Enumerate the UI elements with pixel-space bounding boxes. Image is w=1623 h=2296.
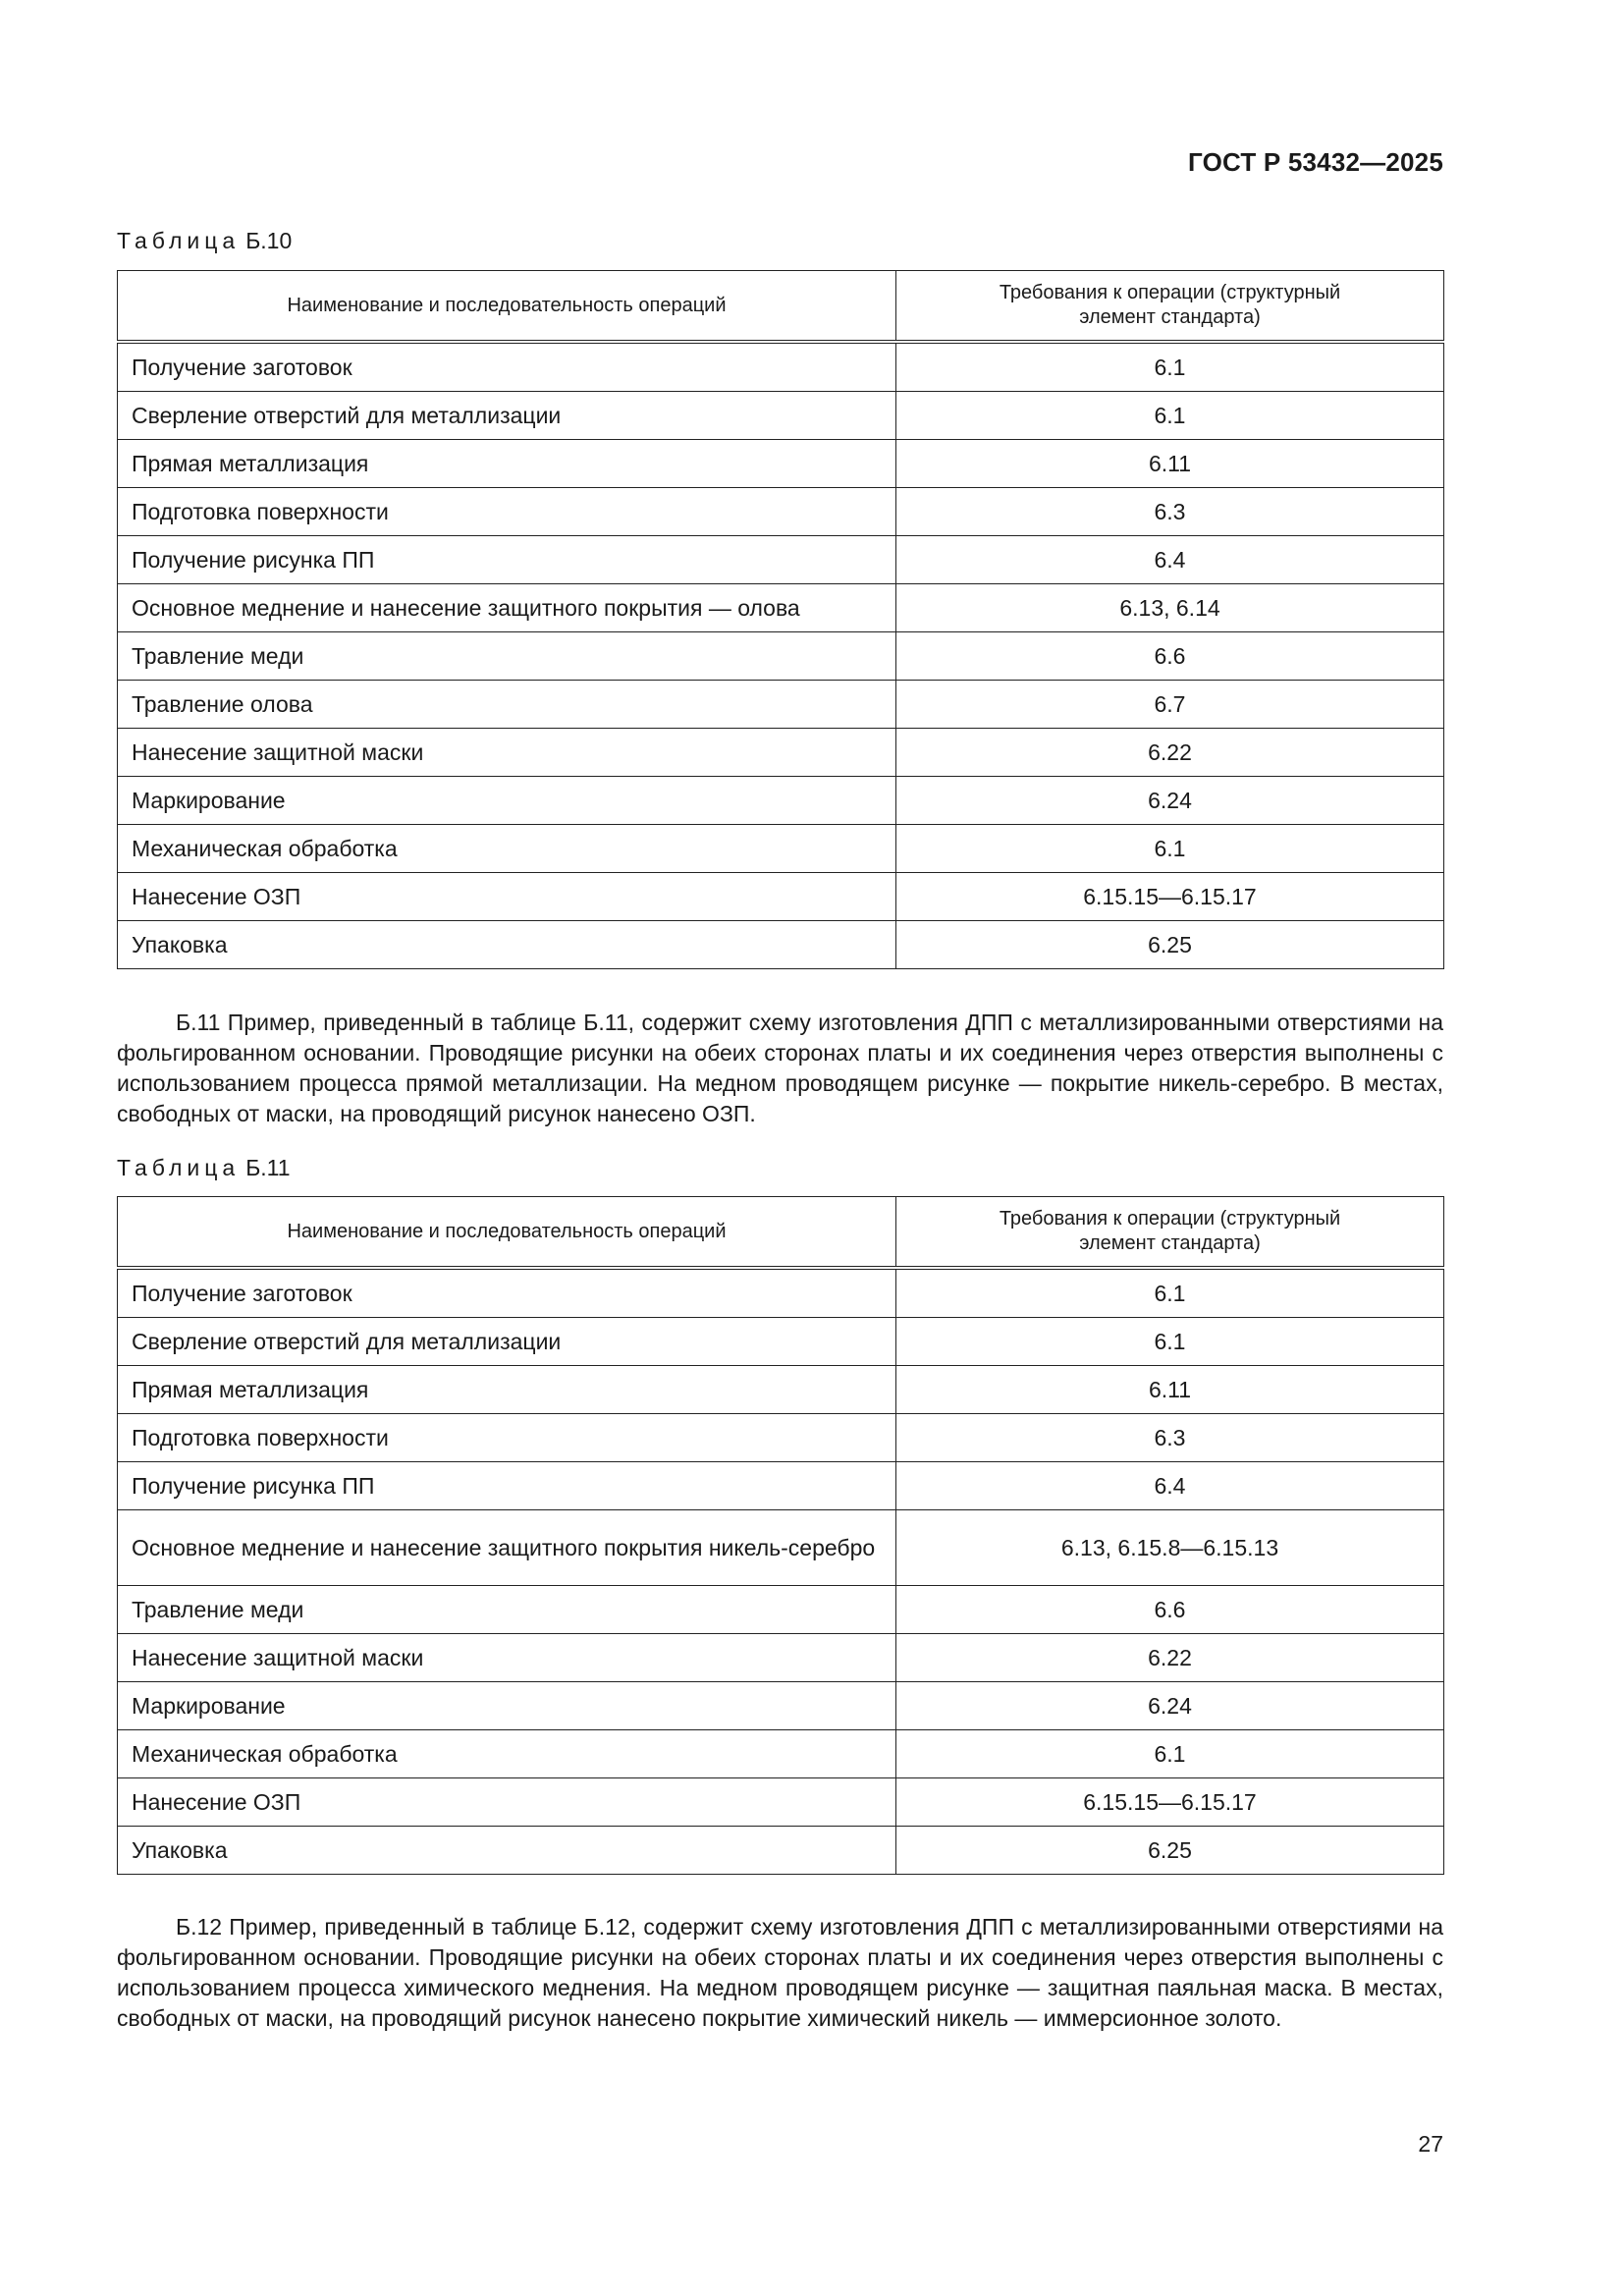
header-operation-name: Наименование и последовательность операций bbox=[118, 1197, 896, 1269]
operation-cell: Получение рисунка ПП bbox=[118, 536, 896, 584]
table-row bbox=[118, 1366, 1444, 1414]
requirement-cell: 6.1 bbox=[896, 825, 1444, 873]
operation-cell: Прямая металлизация bbox=[118, 440, 896, 488]
table-row bbox=[118, 584, 1444, 632]
requirement-cell: 6.1 bbox=[896, 1268, 1444, 1318]
page-number: 27 bbox=[1418, 2131, 1443, 2157]
operation-cell: Травление олова bbox=[118, 681, 896, 729]
table-row bbox=[118, 825, 1444, 873]
requirement-cell: 6.3 bbox=[896, 1414, 1444, 1462]
requirement-cell: 6.4 bbox=[896, 536, 1444, 584]
requirement-cell: 6.11 bbox=[896, 1366, 1444, 1414]
operation-cell: Основное меднение и нанесение защитного покрытия — олова bbox=[118, 584, 896, 632]
table-row bbox=[118, 440, 1444, 488]
operation-cell: Нанесение ОЗП bbox=[118, 1778, 896, 1827]
operation-cell: Сверление отверстий для металлизации bbox=[118, 392, 896, 440]
table-header-row bbox=[118, 271, 1444, 343]
table-row bbox=[118, 1778, 1444, 1827]
requirement-cell: 6.13, 6.14 bbox=[896, 584, 1444, 632]
table-row bbox=[118, 1510, 1444, 1586]
requirement-cell: 6.6 bbox=[896, 1586, 1444, 1634]
requirement-cell: 6.4 bbox=[896, 1462, 1444, 1510]
requirement-cell: 6.24 bbox=[896, 777, 1444, 825]
table-caption-b11 bbox=[117, 1155, 291, 1181]
table-row bbox=[118, 1634, 1444, 1682]
operation-cell: Упаковка bbox=[118, 921, 896, 969]
document-id: ГОСТ Р 53432—2025 bbox=[1188, 147, 1443, 177]
operation-cell: Травление меди bbox=[118, 1586, 896, 1634]
operation-cell: Нанесение защитной маски bbox=[118, 729, 896, 777]
table-row bbox=[118, 488, 1444, 536]
operation-cell: Маркирование bbox=[118, 1682, 896, 1730]
header-operation-name: Наименование и последовательность операций bbox=[118, 271, 896, 343]
table-row bbox=[118, 1682, 1444, 1730]
requirement-cell: 6.1 bbox=[896, 392, 1444, 440]
header-requirements: Требования к операции (структурный элемент стандарта) bbox=[896, 1197, 1444, 1269]
table-row bbox=[118, 681, 1444, 729]
operation-cell: Механическая обработка bbox=[118, 825, 896, 873]
operation-cell: Маркирование bbox=[118, 777, 896, 825]
operation-cell: Сверление отверстий для металлизации bbox=[118, 1318, 896, 1366]
table-row bbox=[118, 536, 1444, 584]
operation-cell: Подготовка поверхности bbox=[118, 488, 896, 536]
requirement-cell: 6.24 bbox=[896, 1682, 1444, 1730]
requirement-cell: 6.1 bbox=[896, 1318, 1444, 1366]
operation-cell: Нанесение ОЗП bbox=[118, 873, 896, 921]
requirement-cell: 6.15.15—6.15.17 bbox=[896, 873, 1444, 921]
table-row bbox=[118, 729, 1444, 777]
table-caption-b10 bbox=[117, 228, 292, 254]
table-row bbox=[118, 873, 1444, 921]
requirement-cell: 6.15.15—6.15.17 bbox=[896, 1778, 1444, 1827]
requirement-cell: 6.1 bbox=[896, 1730, 1444, 1778]
table-caption-number: Б.10 bbox=[245, 228, 293, 253]
operation-cell: Упаковка bbox=[118, 1827, 896, 1875]
table-row bbox=[118, 921, 1444, 969]
header-requirements: Требования к операции (структурный элемент стандарта) bbox=[896, 271, 1444, 343]
table-row bbox=[118, 1268, 1444, 1318]
requirement-cell: 6.25 bbox=[896, 1827, 1444, 1875]
table-caption-word: Таблица bbox=[117, 1155, 241, 1180]
requirement-cell: 6.22 bbox=[896, 1634, 1444, 1682]
requirement-cell: 6.1 bbox=[896, 342, 1444, 392]
requirement-cell: 6.6 bbox=[896, 632, 1444, 681]
table-row bbox=[118, 1462, 1444, 1510]
table-row bbox=[118, 1827, 1444, 1875]
requirement-cell: 6.22 bbox=[896, 729, 1444, 777]
table-row bbox=[118, 392, 1444, 440]
table-header-row bbox=[118, 1197, 1444, 1269]
paragraph-b12: Б.12 Пример, приведенный в таблице Б.12, содержит схему изготовления ДПП с металлизированными отверстиями на фольгированном основании. Проводящие рисунки на обеих сторонах платы и их соединения через отверстия выполнены с использованием процесса химического меднения. На медном проводящем рисунке — защитная паяльная маска. В местах, свободных от маски, на проводящий рисунок нанесено покрытие химический никель — иммерсионное золото. bbox=[117, 1914, 1443, 2031]
table-row bbox=[118, 1414, 1444, 1462]
table-row bbox=[118, 777, 1444, 825]
operation-cell: Прямая металлизация bbox=[118, 1366, 896, 1414]
operation-cell: Подготовка поверхности bbox=[118, 1414, 896, 1462]
requirement-cell: 6.11 bbox=[896, 440, 1444, 488]
requirement-cell: 6.25 bbox=[896, 921, 1444, 969]
operation-cell: Основное меднение и нанесение защитного покрытия никель-серебро bbox=[118, 1510, 896, 1586]
operations-table-b11 bbox=[117, 1196, 1444, 1875]
operation-cell: Травление меди bbox=[118, 632, 896, 681]
operations-table-b10 bbox=[117, 270, 1444, 969]
requirement-cell: 6.13, 6.15.8—6.15.13 bbox=[896, 1510, 1444, 1586]
operation-cell: Получение рисунка ПП bbox=[118, 1462, 896, 1510]
operation-cell: Нанесение защитной маски bbox=[118, 1634, 896, 1682]
table-caption-word: Таблица bbox=[117, 228, 241, 253]
operation-cell: Получение заготовок bbox=[118, 342, 896, 392]
requirement-cell: 6.7 bbox=[896, 681, 1444, 729]
table-row bbox=[118, 342, 1444, 392]
requirement-cell: 6.3 bbox=[896, 488, 1444, 536]
table-row bbox=[118, 1586, 1444, 1634]
table-row bbox=[118, 1318, 1444, 1366]
operation-cell: Получение заготовок bbox=[118, 1268, 896, 1318]
operation-cell: Механическая обработка bbox=[118, 1730, 896, 1778]
table-caption-number: Б.11 bbox=[245, 1155, 291, 1180]
paragraph-b11: Б.11 Пример, приведенный в таблице Б.11, содержит схему изготовления ДПП с металлизированными отверстиями на фольгированном основании. Проводящие рисунки на обеих сторонах платы и их соединения через отверстия выполнены с использованием процесса прямой металлизации. На медном проводящем рисунке — покрытие никель-серебро. В местах, свободных от маски, на проводящий рисунок нанесено ОЗП. bbox=[117, 1010, 1443, 1126]
table-row bbox=[118, 632, 1444, 681]
table-row bbox=[118, 1730, 1444, 1778]
